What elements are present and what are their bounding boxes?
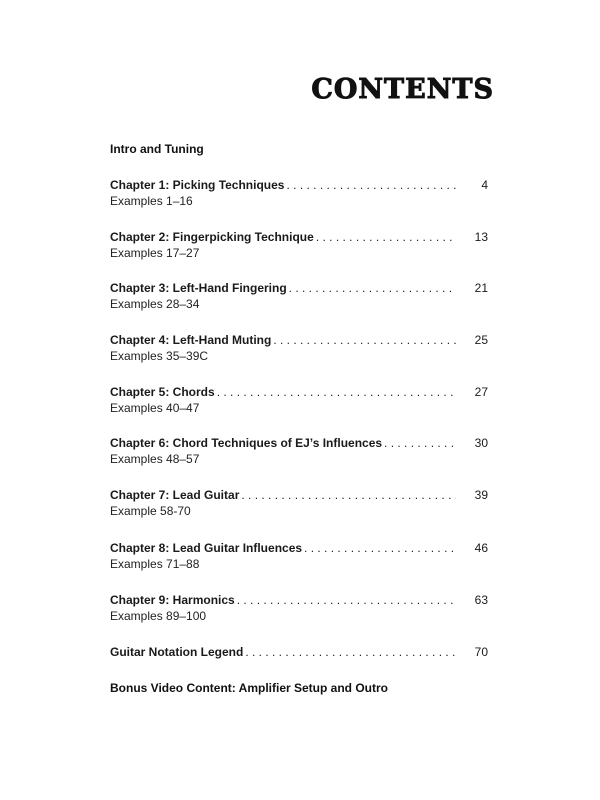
toc-examples: Examples 89–100 (110, 609, 207, 623)
toc-examples: Examples 17–27 (110, 246, 200, 260)
toc-entry-title: Chapter 9: Harmonics (110, 593, 235, 607)
leader-dots (384, 435, 456, 451)
leader-dots (316, 229, 456, 245)
toc-bonus: Bonus Video Content: Amplifier Setup and Outro (110, 681, 388, 695)
toc-page-number: 30 (474, 436, 488, 450)
toc-page-number: 13 (474, 230, 488, 244)
leader-dots (289, 280, 456, 296)
toc-page-number: 25 (474, 333, 488, 347)
toc-page-number: 4 (481, 178, 488, 192)
leader-dots (241, 487, 456, 503)
toc-entry-notation-legend[interactable] (110, 644, 488, 660)
toc-entry-chapter-5[interactable] (110, 384, 488, 400)
toc-entry-title: Chapter 8: Lead Guitar Influences (110, 541, 303, 555)
toc-entry-chapter-2[interactable] (110, 229, 488, 245)
toc-page-number: 63 (474, 593, 488, 607)
leader-dots (245, 644, 456, 660)
toc-entry-chapter-4[interactable] (110, 332, 488, 348)
toc-page-number: 70 (474, 645, 488, 659)
toc-entry-chapter-6[interactable] (110, 435, 488, 451)
leader-dots (217, 384, 456, 400)
toc-entry-title: Chapter 7: Lead Guitar (110, 488, 240, 502)
toc-intro: Intro and Tuning (110, 142, 204, 156)
toc-examples: Examples 35–39C (110, 349, 209, 363)
toc-examples: Examples 1–16 (110, 194, 193, 208)
toc-entry-title: Guitar Notation Legend (110, 645, 244, 659)
toc-page-number: 46 (474, 541, 488, 555)
toc-examples: Example 58-70 (110, 504, 191, 518)
toc-entry-chapter-9[interactable] (110, 592, 488, 608)
toc-entry-chapter-1[interactable] (110, 177, 488, 193)
toc-page-number: 21 (474, 281, 488, 295)
toc-examples: Examples 28–34 (110, 297, 200, 311)
toc-entry-title: Chapter 4: Left-Hand Muting (110, 333, 272, 347)
toc-entry-chapter-3[interactable] (110, 280, 488, 296)
toc-examples: Examples 40–47 (110, 401, 200, 415)
toc-page-number: 39 (474, 488, 488, 502)
toc-entry-title: Chapter 5: Chords (110, 385, 215, 399)
leader-dots (273, 332, 456, 348)
page-title: CONTENTS (311, 74, 494, 105)
toc-entry-chapter-7[interactable] (110, 487, 488, 503)
toc-entry-title: Chapter 6: Chord Techniques of EJ’s Influences (110, 436, 383, 450)
toc-entry-title: Chapter 1: Picking Techniques (110, 178, 285, 192)
leader-dots (237, 592, 456, 608)
toc-entry-title: Chapter 2: Fingerpicking Technique (110, 230, 314, 244)
toc-entry-chapter-8[interactable] (110, 540, 488, 556)
toc-examples: Examples 48–57 (110, 452, 200, 466)
leader-dots (304, 540, 456, 556)
toc-entry-title: Chapter 3: Left-Hand Fingering (110, 281, 287, 295)
toc-examples: Examples 71–88 (110, 557, 200, 571)
leader-dots (286, 177, 456, 193)
toc-page-number: 27 (474, 385, 488, 399)
